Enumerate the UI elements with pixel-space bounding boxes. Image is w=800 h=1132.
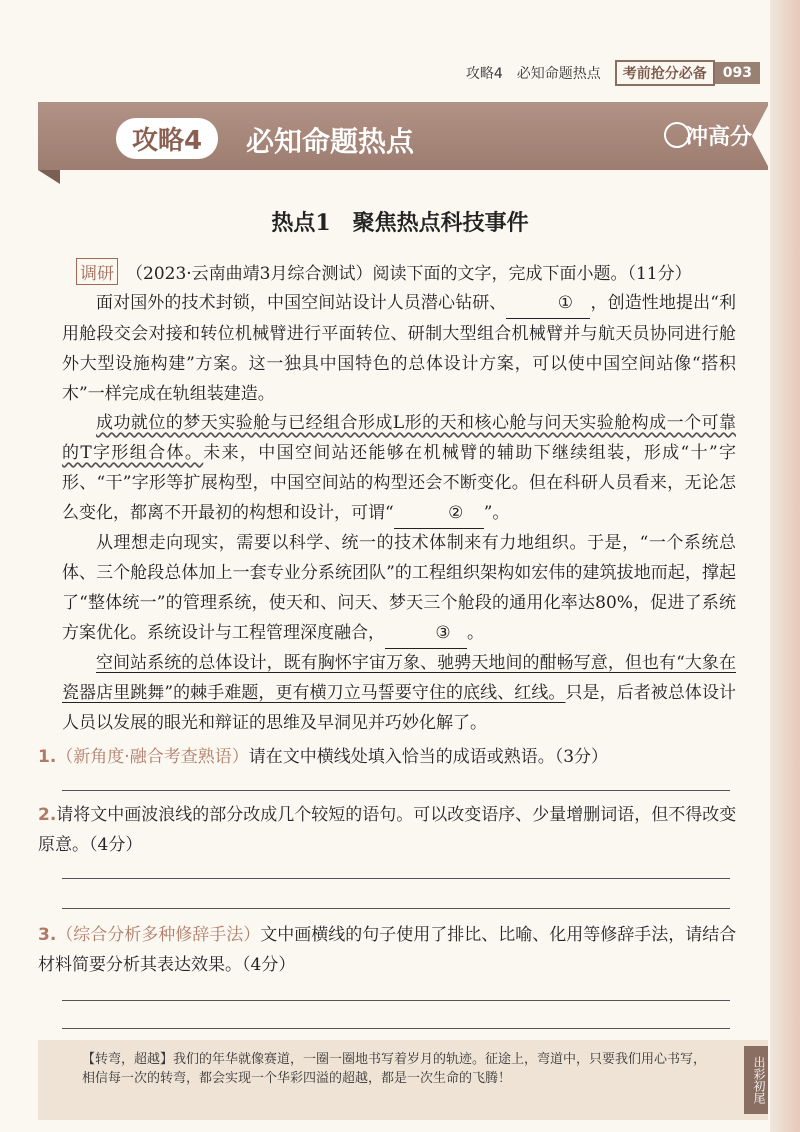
header-tag: 考前抢分必备: [615, 60, 715, 86]
chapter-pill: 攻略4: [116, 118, 218, 159]
research-line: [76, 258, 692, 285]
answer-line[interactable]: [62, 790, 730, 791]
passage-paragraph-1: 面对国外的技术封锁，中国空间站设计人员潜心钻研、 ① ，创造性地提出“利用舱段交会对接和转位机械臂进行平面转位、研制大型组合机械臂并与航天员协同进行舱外大型设施构建”方案。这一独具中国特色的总体设计方案，可以使中国空间站像“搭积木”一样完成在轨组装建造。: [62, 288, 736, 409]
question-3: 3.（综合分析多种修辞手法）文中画横线的句子使用了排比、比喻、化用等修辞手法，请结合材料简要分析其表达效果。（4分）: [38, 925, 737, 975]
banner-fold: [38, 170, 60, 184]
blank-1: ①: [506, 288, 590, 319]
question-1: 1.（新角度·融合考查熟语）请在文中横线处填入恰当的成语或熟语。（3分）: [38, 747, 609, 767]
passage-paragraph-3: 从理想走向现实，需要以科学、统一的技术体制来有力地组织。于是，“一个系统总体、三个舱段总体加上一套专业分系统团队”的工程组织架构如宏伟的建筑拔地而起，撑起了“整体统一”的管理系统，使天和、问天、梦天三个舱段的通用化率达80%，促进了系统方案优化。系统设计与工程管理深度融合， ③ 。: [62, 528, 736, 649]
passage-paragraph-2: 成功就位的梦天实验舱与已经组合形成L形的天和核心舱与问天实验舱构成一个可靠的T字形组合体。未来，中国空间站还能够在机械臂的辅助下继续组装，形成“十”字形、“干”字形等扩展构型，中国空间站的构型还会不断变化。但在科研人员看来，无论怎么变化，都离不开最初的构想和设计，可谓“ ② ”。: [62, 408, 736, 529]
footer-side-label: 出彩初尾: [744, 1046, 768, 1114]
banner-notch: [752, 102, 770, 170]
answer-line[interactable]: [62, 878, 730, 879]
wavy-sentence: 成功就位的梦天实验舱与已经组合形成L形的天和核心舱与问天实验舱构成一个可靠的T字形组合体。: [62, 413, 736, 463]
chapter-breadcrumb: 攻略4 必知命题热点: [465, 66, 601, 82]
question-2: 2.请将文中画波浪线的部分改成几个较短的语句。可以改变语序、少量增删词语，但不得改变原意。（4分）: [38, 805, 737, 855]
blank-3: ③: [385, 618, 467, 649]
answer-line[interactable]: [62, 1028, 730, 1029]
blank-2: ②: [394, 498, 484, 529]
page-number: 093: [715, 62, 760, 84]
answer-line[interactable]: [62, 1000, 730, 1001]
footer-quote: 【转弯，超越】我们的年华就像赛道，一圈一圈地书写着岁月的轨迹。征途上，弯道中，只要我们用心书写，相信每一次的转弯，都会实现一个华彩四溢的超越，都是一次生命的飞腾！: [82, 1052, 707, 1086]
page-header: [466, 60, 760, 86]
chapter-banner: [38, 102, 768, 170]
answer-line[interactable]: [62, 908, 730, 909]
footer-quote-box: [38, 1040, 768, 1120]
difficulty-label: 冲高分: [685, 125, 752, 150]
page-edge: [770, 0, 800, 1132]
chapter-title: 必知命题热点: [246, 125, 415, 158]
underlined-sentence: 空间站系统的总体设计，既有胸怀宇宙万象、驰骋天地间的酣畅写意，但也有“大象在瓷器店里跳舞”的棘手难题，更有横刀立马誓要守住的底线、红线。: [62, 653, 736, 703]
research-badge: 调研: [76, 258, 118, 285]
section-title: 热点1 聚焦热点科技事件: [271, 210, 529, 236]
research-source: （2023·云南曲靖3月综合测试）阅读下面的文字，完成下面小题。（11分）: [126, 264, 692, 284]
passage-paragraph-4: 空间站系统的总体设计，既有胸怀宇宙万象、驰骋天地间的酣畅写意，但也有“大象在瓷器店里跳舞”的棘手难题，更有横刀立马誓要守住的底线、红线。只是，后者被总体设计人员以发展的眼光和辩证的思维及早洞见并巧妙化解了。: [62, 653, 736, 733]
